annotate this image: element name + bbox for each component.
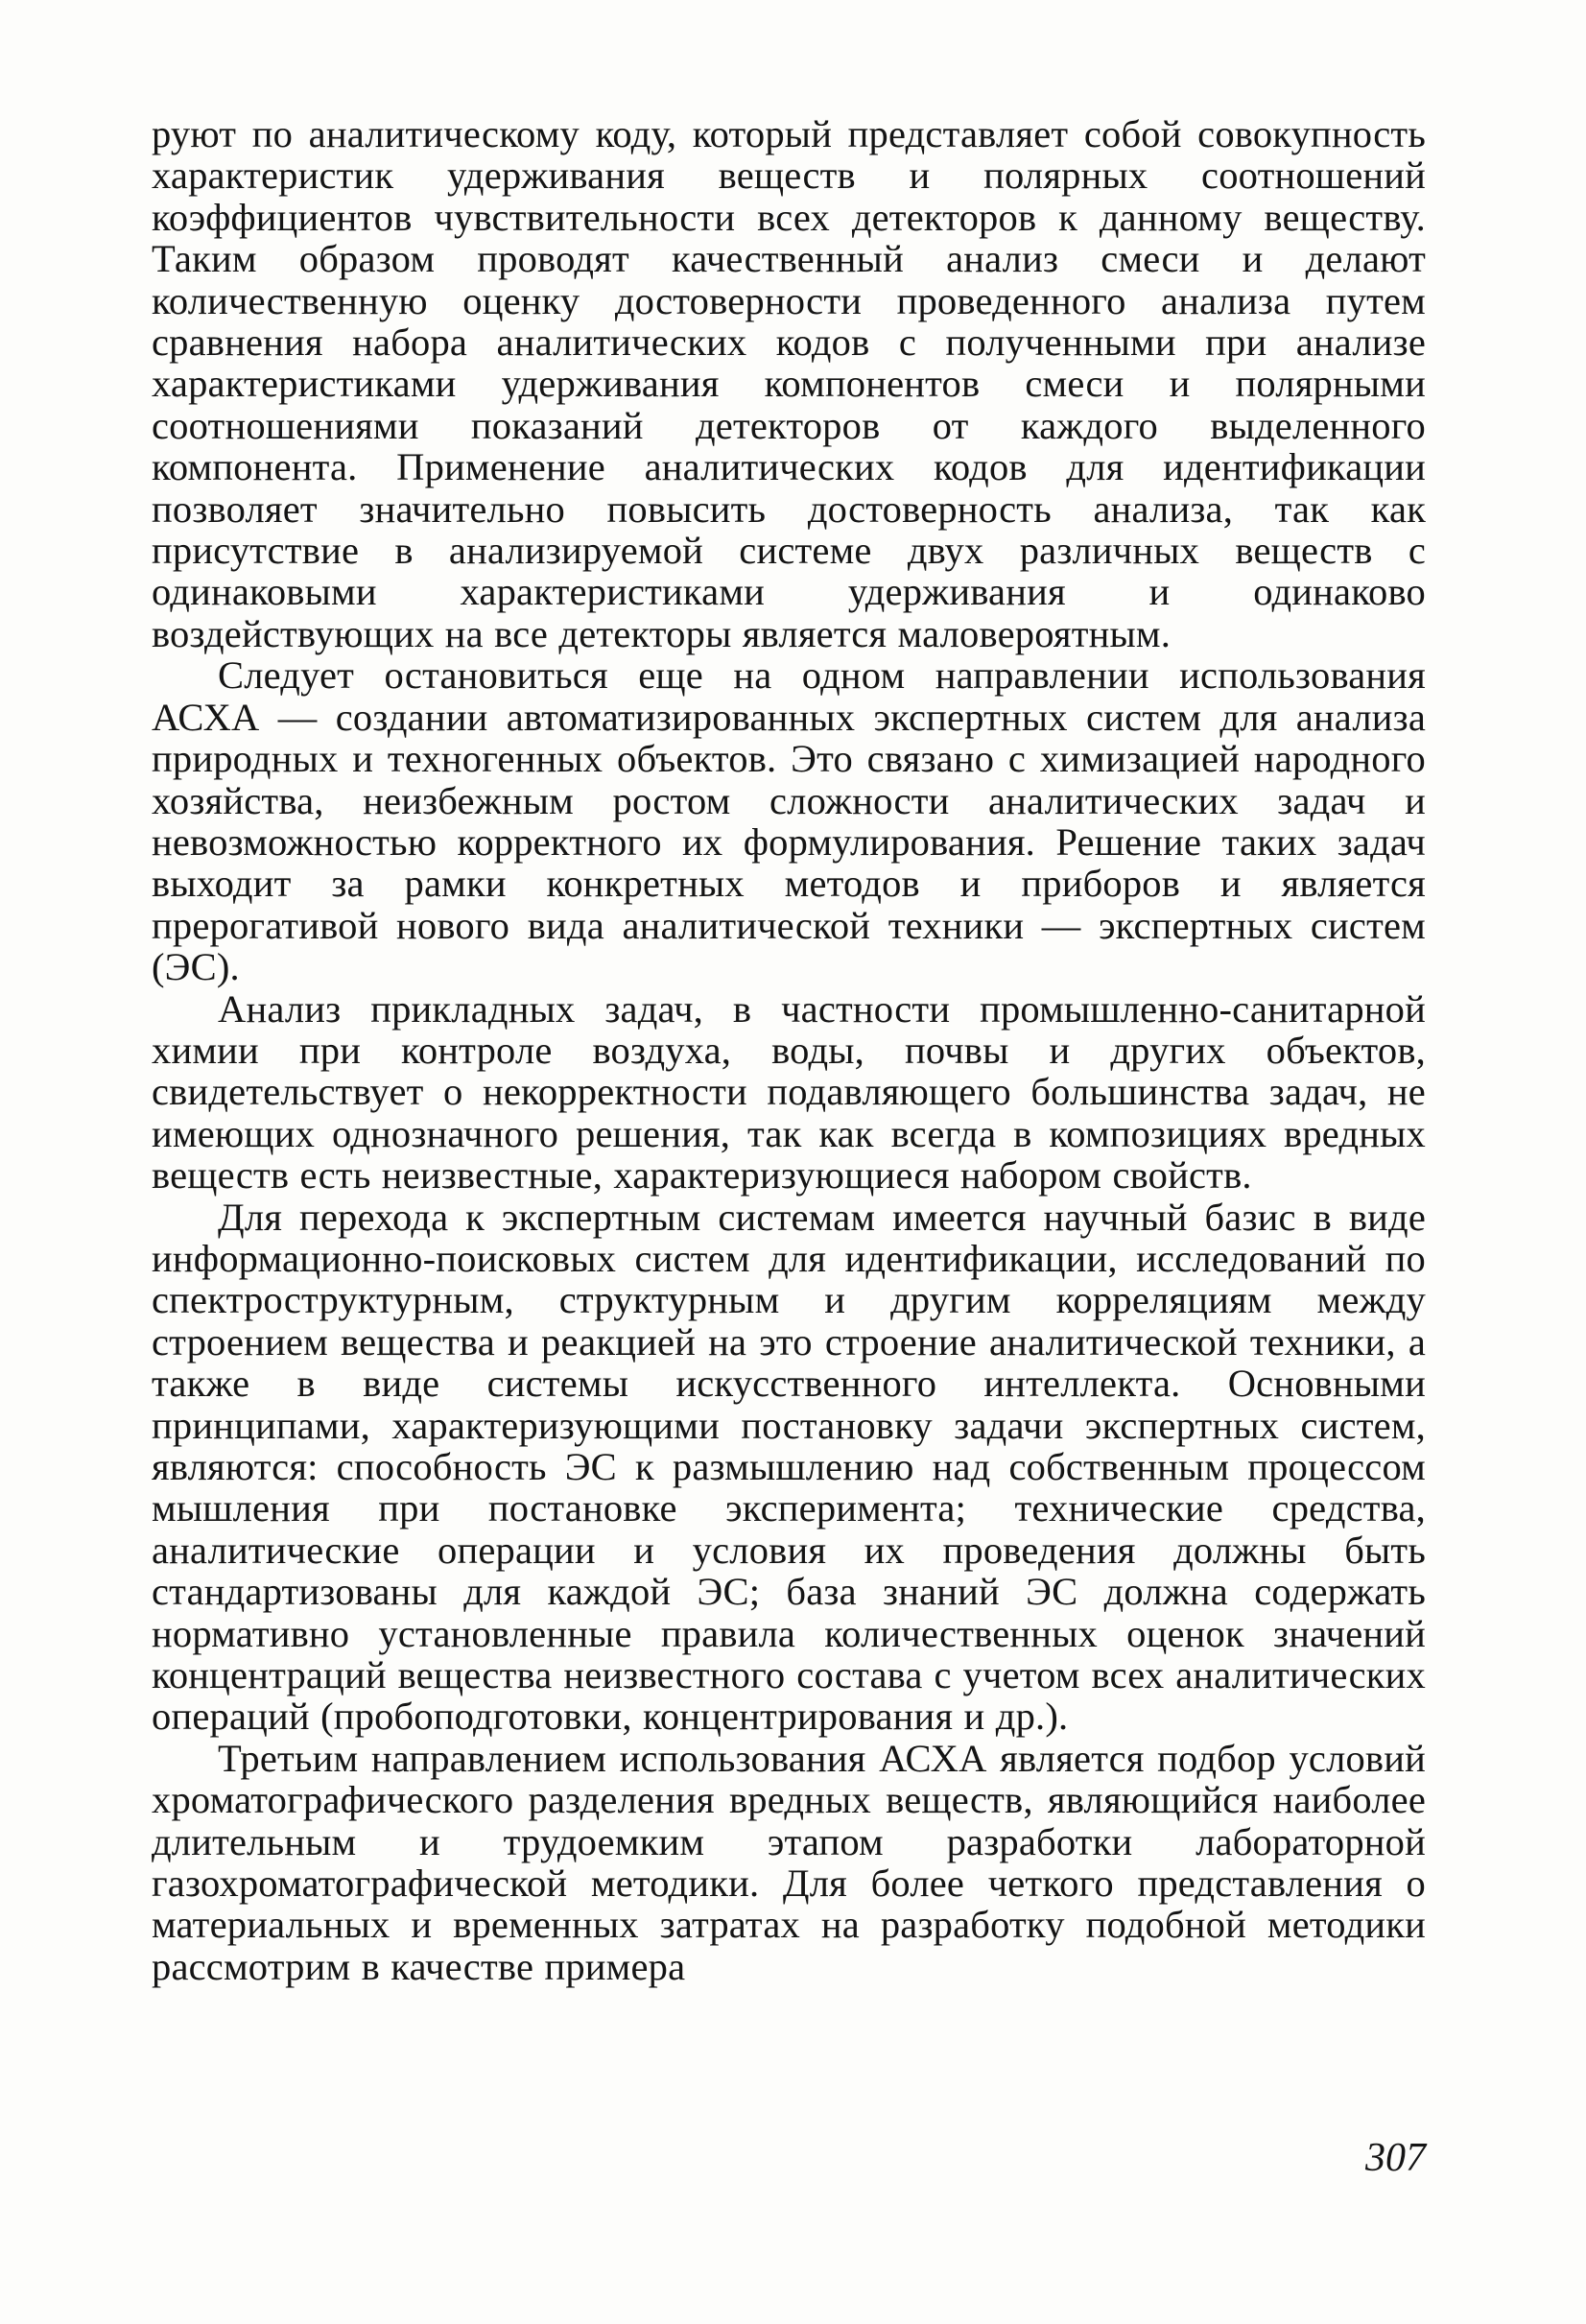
page-number: 307 (1365, 2136, 1426, 2180)
paragraph-applied-tasks: Анализ прикладных задач, в частности промышленно-санитарной химии при контроле воздуха, воды, почвы и других объектов, свидетельствует о некорректности подавляющего большинства задач, не имеющих однозначного решения, так как всегда в композициях вредных веществ есть неизвестные, характеризующиеся набором свойств. (152, 986, 1426, 1198)
body-text (152, 113, 1426, 1987)
paragraph-expert-systems-intro: Следует остановиться еще на одном направлении использования АСХА — создании автоматизированных экспертных систем для анализа природных и техногенных объектов. Это связано с химизацией народного хозяйства, неизбежным ростом сложности аналитических задач и невозможностью корректного их формулирования. Решение таких задач выходит за рамки конкретных методов и приборов и является прерогативой нового вида аналитической техники — экспертных систем (ЭС). (152, 653, 1426, 989)
paragraph-scientific-basis: Для перехода к экспертным системам имеется научный базис в виде информационно-поисковых систем для идентификации, исследований по спектроструктурным, структурным и другим корреляциям между строением вещества и реакцией на это строение аналитической техники, а также в виде системы искусственного интеллекта. Основными принципами, характеризующими постановку задачи экспертных систем, являются: способность ЭС к размышлению над собственным процессом мышления при постановке эксперимента; технические средства, аналитические операции и условия их проведения должны быть стандартизованы для каждой ЭС; база знаний ЭС должна содержать нормативно установленные правила количественных оценок значений концентраций вещества неизвестного состава с учетом всех аналитических операций (пробоподготовки, концентрирования и др.). (152, 1195, 1426, 1739)
paragraph-third-direction: Третьим направлением использования АСХА является подбор условий хроматографического разделения вредных веществ, являющийся наиболее длительным и трудоемким этапом разработки лабораторной газохроматографической методики. Для более четкого представления о материальных и временных затратах на разработку подобной методики рассмотрим в качестве примера (152, 1736, 1426, 1988)
paragraph-continuation: руют по аналитическому коду, который представляет собой совокупность характеристик удерживания веществ и полярных соотношений коэффициентов чувствительности всех детекторов к данному веществу. Таким образом проводят качественный анализ смеси и делают количественную оценку достоверности проведенного анализа путем сравнения набора аналитических кодов с полученными при анализе характеристиками удерживания компонентов смеси и полярными соотношениями показаний детекторов от каждого выделенного компонента. Применение аналитических кодов для идентификации позволяет значительно повысить достоверность анализа, так как присутствие в анализируемой системе двух различных веществ с одинаковыми характеристиками удерживания и одинаково воздействующих на все детекторы является маловероятным. (152, 112, 1426, 655)
